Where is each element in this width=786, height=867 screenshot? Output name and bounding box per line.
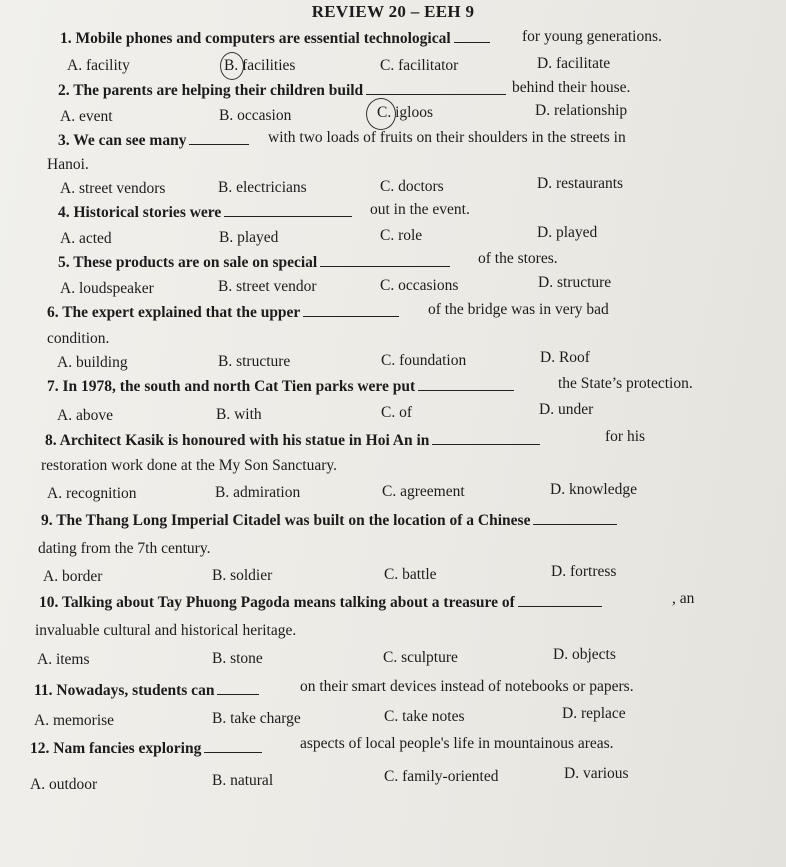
question-text-part: aspects of local people's life in mountainous areas. <box>300 735 614 752</box>
answer-blank <box>518 594 602 607</box>
option: D. knowledge <box>550 481 637 498</box>
answer-blank <box>189 132 249 145</box>
question-text-part: invaluable cultural and historical heritage. <box>35 622 297 639</box>
question-11 <box>34 682 262 700</box>
question-text-part: for young generations. <box>522 28 662 45</box>
question-12 <box>30 740 265 758</box>
answer-blank <box>303 304 399 317</box>
question-text-part: of the stores. <box>478 250 558 267</box>
question-8 <box>45 432 543 450</box>
option: A. building <box>57 354 128 371</box>
question-text-part: the State’s protection. <box>558 375 693 392</box>
question-1 <box>60 30 493 48</box>
option: A. loudspeaker <box>60 280 154 297</box>
question-7 <box>47 378 517 396</box>
option: A. border <box>43 568 103 585</box>
question-text-part: 4. Historical stories were <box>58 204 222 221</box>
question-3 <box>58 132 252 150</box>
answer-blank <box>320 254 450 267</box>
question-text-part: dating from the 7th century. <box>38 540 211 557</box>
option: D. objects <box>553 646 616 663</box>
question-2 <box>58 82 509 100</box>
option: B. take charge <box>212 710 301 727</box>
question-6 <box>47 304 402 322</box>
question-text-part: out in the event. <box>370 201 470 218</box>
option: C. of <box>381 404 412 421</box>
option: A. outdoor <box>30 776 98 793</box>
option: C. doctors <box>380 178 444 195</box>
option: C. take notes <box>384 708 465 725</box>
selected-answer-circle <box>366 98 396 130</box>
option: D. relationship <box>535 102 628 119</box>
answer-blank <box>533 512 617 525</box>
question-5 <box>58 254 453 272</box>
question-text-part: , an <box>672 590 695 607</box>
answer-blank <box>418 378 514 391</box>
question-text-part: 5. These products are on sale on special <box>58 254 318 271</box>
option: A. acted <box>60 230 112 247</box>
option: B. facilities <box>224 57 296 74</box>
option: A. items <box>37 651 90 668</box>
question-text-part: 11. Nowadays, students can <box>34 682 215 699</box>
option: B. electricians <box>218 179 307 196</box>
answer-blank <box>454 30 490 43</box>
option: D. Roof <box>540 349 590 366</box>
option: D. restaurants <box>537 175 624 192</box>
question-text-part: 6. The expert explained that the upper <box>47 304 301 321</box>
selected-answer-circle <box>220 52 244 80</box>
option: D. fortress <box>551 563 617 580</box>
option: D. replace <box>562 705 626 722</box>
question-text-part: of the bridge was in very bad <box>428 301 609 318</box>
option: D. various <box>564 765 629 782</box>
option: D. facilitate <box>537 55 611 72</box>
question-text-part: 10. Talking about Tay Phuong Pagoda means talking about a treasure of <box>39 594 515 611</box>
option: C. occasions <box>380 277 459 294</box>
question-text-part: 9. The Thang Long Imperial Citadel was built on the location of a Chinese <box>41 512 531 529</box>
question-text-part: 1. Mobile phones and computers are essential technological <box>60 30 451 47</box>
option: B. soldier <box>212 567 273 584</box>
option: A. street vendors <box>60 180 166 197</box>
answer-blank <box>366 82 506 95</box>
question-text-part: 2. The parents are helping their children build <box>58 82 364 99</box>
question-text-part: with two loads of fruits on their shoulders in the streets in <box>268 129 626 146</box>
option: A. event <box>60 108 113 125</box>
option: C. facilitator <box>380 57 459 74</box>
option: A. above <box>57 407 113 424</box>
option: C. agreement <box>382 483 465 500</box>
question-text-part: on their smart devices instead of notebooks or papers. <box>300 678 634 695</box>
option: C. igloos <box>377 104 433 121</box>
option: A. facility <box>67 57 130 74</box>
option: A. memorise <box>34 712 115 729</box>
option: B. natural <box>212 772 274 789</box>
page-title: REVIEW 20 – EEH 9 <box>311 2 475 21</box>
question-text-part: for his <box>605 428 646 445</box>
option: C. role <box>380 227 423 244</box>
option: D. played <box>537 224 598 241</box>
option: C. sculpture <box>383 649 458 666</box>
option: A. recognition <box>47 485 137 502</box>
option: D. under <box>539 401 594 418</box>
question-4 <box>58 204 355 222</box>
question-text-part: 7. In 1978, the south and north Cat Tien parks were put <box>47 378 416 395</box>
question-text-part: behind their house. <box>512 79 631 96</box>
option: B. stone <box>212 650 263 667</box>
question-text-part: restoration work done at the My Son Sanctuary. <box>41 457 338 474</box>
option: B. structure <box>218 353 291 370</box>
question-text-part: 12. Nam fancies exploring <box>30 740 202 757</box>
question-text-part: Hanoi. <box>47 156 89 173</box>
option: B. street vendor <box>218 278 317 295</box>
option: D. structure <box>538 274 612 291</box>
question-text-part: 3. We can see many <box>58 132 187 149</box>
answer-blank <box>204 740 262 753</box>
option: B. occasion <box>219 107 292 124</box>
answer-blank <box>224 204 352 217</box>
question-10 <box>39 594 605 612</box>
answer-blank <box>432 432 540 445</box>
option: B. with <box>216 406 262 423</box>
question-text-part: 8. Architect Kasik is honoured with his statue in Hoi An in <box>45 432 430 449</box>
option: C. foundation <box>381 352 467 369</box>
option: B. played <box>219 229 279 246</box>
option: C. battle <box>384 566 437 583</box>
question-9 <box>41 512 620 530</box>
option: B. admiration <box>215 484 301 501</box>
answer-blank <box>217 682 259 695</box>
question-text-part: condition. <box>47 330 110 347</box>
option: C. family-oriented <box>384 768 499 785</box>
